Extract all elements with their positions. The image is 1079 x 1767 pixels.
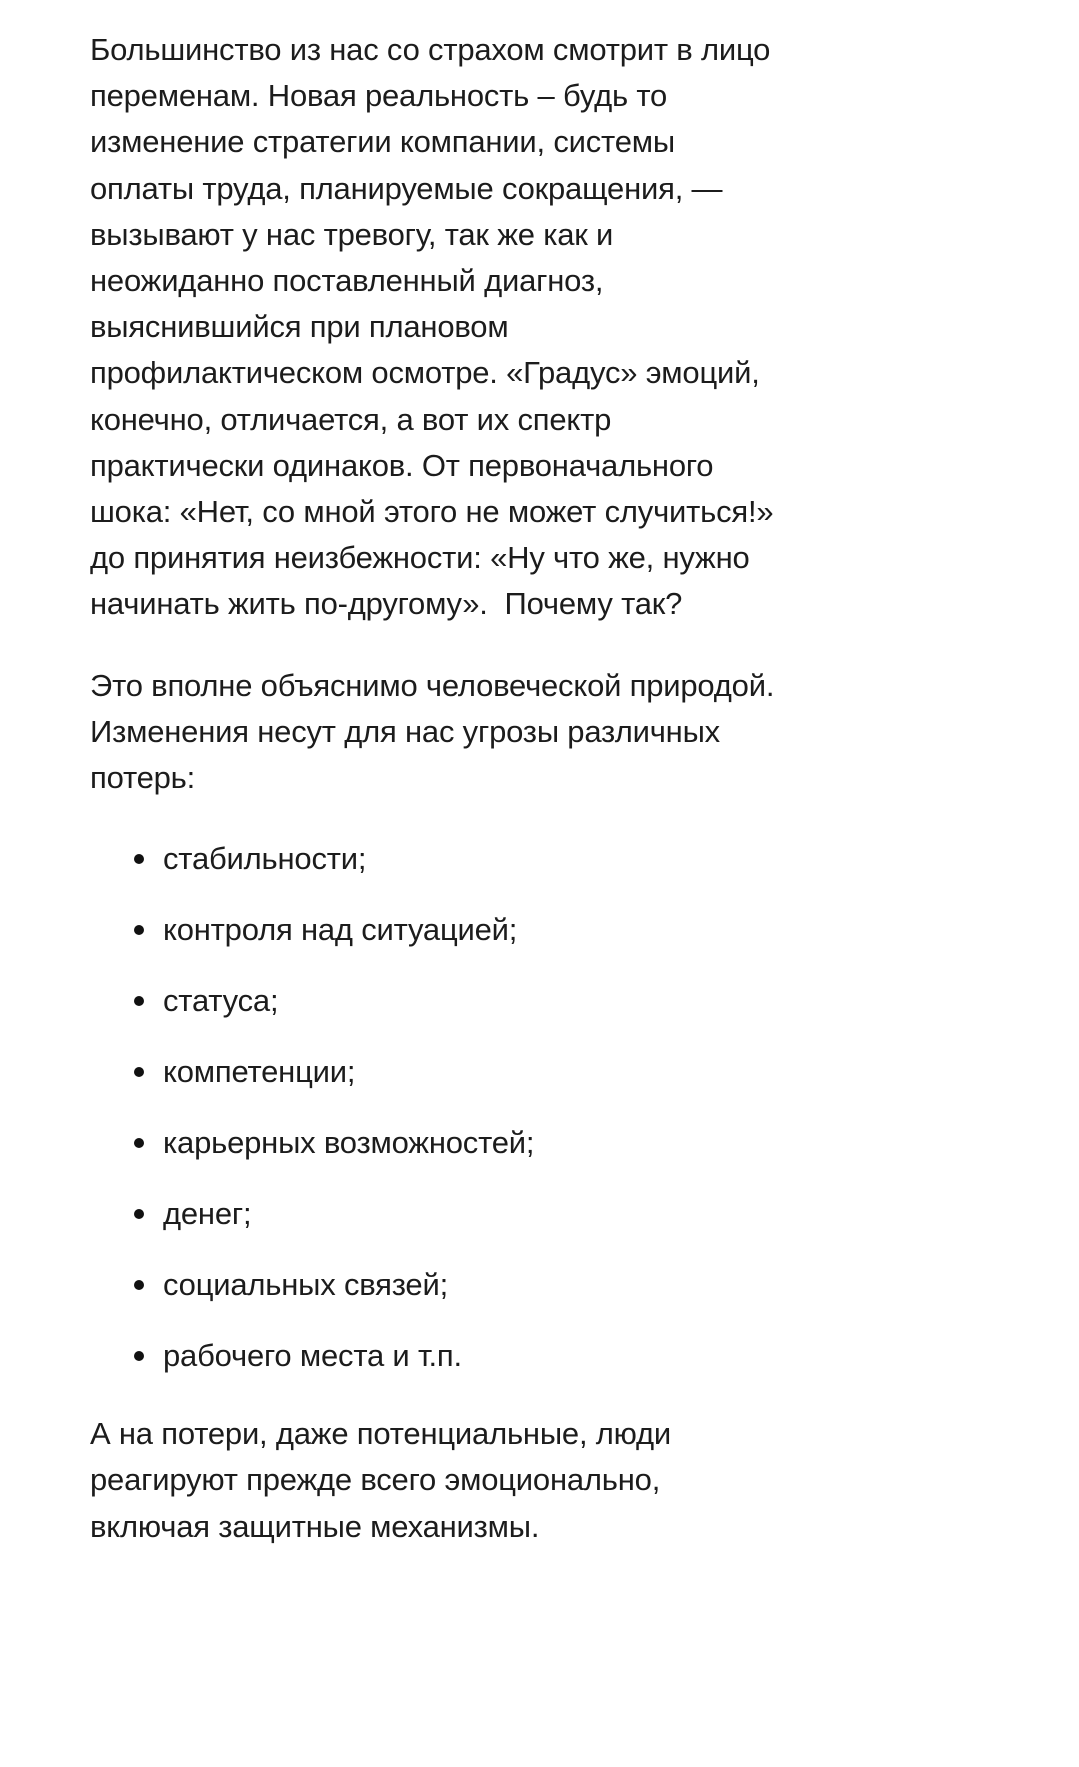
text-line: включая защитные механизмы.: [90, 1508, 540, 1544]
list-item-label: контроля над ситуацией;: [163, 912, 518, 948]
list-item-label: рабочего места и т.п.: [163, 1338, 462, 1374]
text-line: Это вполне объяснимо человеческой природой.: [90, 667, 775, 703]
paragraph-intro: [90, 27, 890, 628]
text-line: конечно, отличается, а вот их спектр: [90, 401, 612, 437]
list-item-label: социальных связей;: [163, 1267, 448, 1303]
text-line: шока: «Нет, со мной этого не может случиться!»: [90, 494, 774, 530]
text-line: начинать жить по-другому». Почему так?: [90, 586, 683, 622]
paragraph-conclusion: [90, 1411, 890, 1550]
list-item-label: денег;: [163, 1196, 252, 1232]
list-item: [90, 965, 890, 1036]
text-line: выяснившийся при плановом: [90, 309, 509, 345]
list-item: [90, 1249, 890, 1320]
bullet-icon: [134, 1209, 144, 1219]
bullet-icon: [134, 1351, 144, 1361]
list-item: [90, 1320, 890, 1391]
list-item: [90, 894, 890, 965]
text-line: неожиданно поставленный диагноз,: [90, 263, 604, 299]
text-line: вызывают у нас тревогу, так же как и: [90, 216, 614, 252]
bullet-icon: [134, 1138, 144, 1148]
text-line: Большинство из нас со страхом смотрит в лицо: [90, 32, 771, 67]
text-line: Изменения несут для нас угрозы различных: [90, 713, 720, 749]
text-line: профилактическом осмотре. «Градус» эмоций,: [90, 355, 760, 391]
text-line: до принятия неизбежности: «Ну что же, нужно: [90, 540, 750, 576]
paragraph-explanation: [90, 663, 890, 802]
text-line: изменение стратегии компании, системы: [90, 124, 675, 160]
list-item-label: стабильности;: [163, 841, 367, 877]
list-item-label: компетенции;: [163, 1054, 356, 1090]
text-line: потерь:: [90, 760, 196, 796]
list-item: [90, 823, 890, 894]
list-item-label: карьерных возможностей;: [163, 1125, 535, 1161]
list-item: [90, 1178, 890, 1249]
text-line: оплаты труда, планируемые сокращения, —: [90, 170, 723, 206]
text-line: практически одинаков. От первоначального: [90, 447, 714, 483]
article-body: [90, 27, 890, 1550]
bullet-icon: [134, 996, 144, 1006]
list-item-label: статуса;: [163, 983, 279, 1019]
bullet-icon: [134, 1280, 144, 1290]
text-line: А на потери, даже потенциальные, люди: [90, 1416, 672, 1452]
bullet-icon: [134, 854, 144, 864]
text-line: реагируют прежде всего эмоционально,: [90, 1462, 661, 1498]
bullet-icon: [134, 925, 144, 935]
text-line: переменам. Новая реальность – будь то: [90, 78, 668, 114]
losses-list: [90, 823, 890, 1391]
list-item: [90, 1036, 890, 1107]
list-item: [90, 1107, 890, 1178]
bullet-icon: [134, 1067, 144, 1077]
